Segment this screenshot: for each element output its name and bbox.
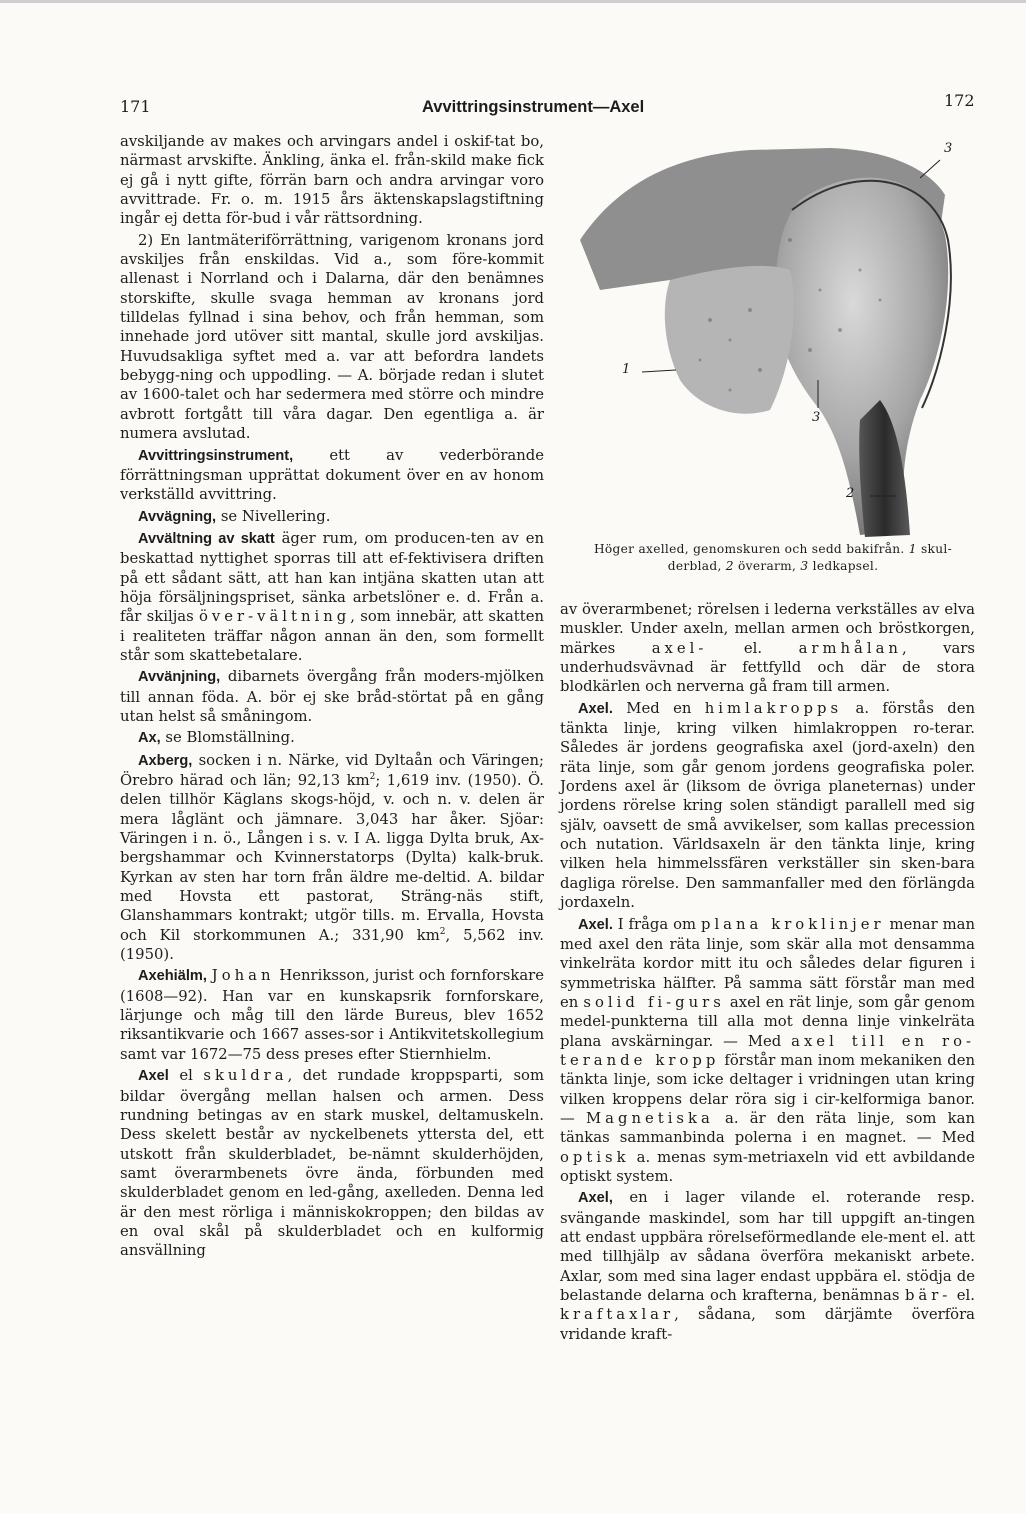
entry-headword: Avvältning av skatt (138, 530, 275, 547)
entry-text: socken i n. Närke, vid Dyltaån och Väringen; Örebro härad och län; 92,13 km (120, 751, 544, 789)
entry-text: , som innebär, att skatten i realiteten träffar någon annan än den, som formellt står som skattebetalare. (120, 608, 544, 664)
figure-label-2: 2 (846, 486, 855, 501)
figure-label-3-inner: 3 (812, 410, 821, 425)
entry-text: en i lager vilande el. roterande resp. svängande maskindel, som har till uppgift an-tingen att endast uppbära rörelseförmedlande ele-ment el. att med tillhjälp av sådana överföra mekaniskt arbete. Axlar, som med sina lager endast uppbära el. stödja de belastande delarna och krafterna, benämnas (560, 1189, 975, 1305)
entry-spaced-term: optisk (560, 1148, 630, 1166)
caption-text: överarm, (733, 559, 801, 573)
entry-text: Henriksson, jurist och fornforskare (1608—92). Han var en kunskapsrik fornforskare, lärjunge och måg till den lärde Bureus, blev 1652 riksantikvarie och 1667 asses-sor i Antikvitetskollegium samt var 1672—75 dess preses efter Stiernhielm. (120, 967, 544, 1063)
caption-text: Höger axelled, genomskuren och sedd bakifrån. (593, 542, 909, 556)
paragraph-text: av överarmbenet; rörelsen i lederna verkställes av elva muskler. Under axeln, mellan armen och bröstkorgen, märkes (560, 601, 975, 657)
caption-number: 2 (725, 559, 734, 573)
paragraph-continuation (120, 132, 544, 229)
entry-headword: Avvägning, (138, 508, 217, 525)
entry-text: a. är den räta linje, som kan tänkas sammanbinda polerna i en magnet. — Med (560, 1109, 975, 1147)
entry-axel-astronomy (560, 699, 975, 913)
entry-axel-machine (560, 1188, 975, 1344)
superscript: 2 (439, 926, 446, 937)
entry-headword: Avvittringsinstrument, (138, 447, 294, 464)
entry-text: axel en rät linje, som går genom medel-punkterna till alla mot denna linje vinkelräta plana avskärningar. — Med (560, 993, 975, 1050)
shoulder-joint-figure (560, 140, 975, 540)
entry-headword: Axehiälm, (138, 968, 207, 985)
right-column (560, 600, 975, 1344)
entry-text: el (168, 1067, 204, 1085)
entry-avvanjning (120, 667, 544, 726)
page-number-right: 172 (944, 91, 975, 110)
entry-text: , sådana, som därjämte överföra vridande kraft- (560, 1306, 975, 1343)
entry-text: a. menas sym-metriaxeln vid ett avbildande optiskt system. (560, 1148, 975, 1185)
shoulder-section-illustration (560, 140, 975, 540)
paragraph-text: , vars underhudsvävnad är fettfylld och där de stora blodkärlen och nerverna gå fram till armen. (560, 639, 975, 696)
entry-headword: Axel. (578, 916, 613, 933)
entry-headword: Axel. (578, 700, 613, 717)
entry-headword: Axel, (578, 1190, 613, 1207)
running-head: Avvittringsinstrument—Axel (422, 98, 645, 116)
entry-text: dibarnets övergång från moders-mjölken till annan föda. A. bör ej ske bråd-störtat på en gång utan helst så småningom. (120, 668, 544, 725)
left-column (120, 132, 544, 1261)
top-edge-rule (0, 0, 1026, 3)
entry-text: ett av vederbörande förrättningsman upprättat dokument över en av honom verkställd avvittring. (120, 446, 544, 504)
entry-text: a. förstås den tänkta linje, kring vilken himlakroppen ro-terar. Således är jordens geografiska axel (jord-axeln) den räta linje, som går genom jordens geografiska poler. Jordens axel är (liksom de övriga planeternas) under jordens rörelse kring solen ständigt parallell med sig själv, oavsett de små avvikelser, som kallas precession och nutation. Världsaxeln är den tänkta linje, kring vilken hela himmelssfären verkställer sin sken-bara dagliga rörelse. Den sammanfaller med den förlängda jordaxeln. (560, 699, 976, 912)
entry-text: ; 1,619 inv. (1950). Ö. delen tillhör Käglans skogs-höjd, v. och n. v. delen är mera låglänt och jämnare. 3,043 har åker. Sjöar: Väringen i n. ö., Lången i s. v. I A. ligga Dylta bruk, Ax-bergshammar och Kvinnerstatorps (Dylta) kalk-bruk. Kyrkan av sten har torn från äldre me-deltid. A. bildar med Hovsta ett pastorat, Sträng-näs stift, Glanshammars kontrakt; utgör tills. m. Ervalla, Hovsta och Kil storkommunen A.; 331,90 km (120, 772, 544, 944)
caption-text: skul-derblad, (667, 542, 953, 573)
entry-spaced-term: plana kroklinjer (700, 915, 885, 933)
entry-spaced-term: Johan (211, 967, 275, 985)
paragraph-text: el. (707, 639, 799, 657)
entry-spaced-term: axel- (651, 639, 708, 657)
entry-headword: Axel (138, 1068, 169, 1085)
entry-headword: Avvänjning, (138, 669, 221, 686)
entry-text: se Blomställning. (160, 729, 295, 747)
entry-spaced-term: himlakropps (704, 699, 843, 717)
entry-spaced-term: armhålan (798, 639, 902, 657)
paragraph-text: 2) En lantmäteriförrättning, varigenom kronans jord avskiljes från enskildas. Vid a., som före-kommit allenast i Norrland och i Dalarna, där den benämnes storskifte, skulle svaga hemman av kronans jord tilldelas fyllnad i sina behov, och från hemman, som innehade jord utöver sitt mantal, skulle jord avskiljas. Huvudsakliga syftet med a. var att befordra landets bebygg-ning och uppodling. — A. började redan i slutet av 1600-talet och har sedermera med större och mindre avbrott fortgått till våra dagar. Den egentliga a. är numera avslutad. (120, 231, 544, 443)
paragraph-text: avskiljande av makes och arvingars andel i oskif-tat bo, närmast arvskifte. Änkling, änka el. från-skild make fick ej gå i nytt gifte, förrän barn och andra arvingar voro avvittrade. Fr. o. m. 1915 års äktenskapslagstiftning ingår ej detta för-bud i vår rättsordning. (120, 133, 544, 228)
entry-avvaltning (120, 529, 544, 665)
entry-spaced-term: axel till en ro-terande kropp (560, 1032, 975, 1069)
entry-axberg (120, 751, 544, 965)
entry-spaced-term: bär- (904, 1287, 952, 1305)
figure-label-3-capsule: 3 (944, 141, 953, 156)
figure-label-1: 1 (622, 362, 631, 377)
entry-headword: Ax, (138, 730, 161, 747)
entry-axehialm (120, 966, 544, 1064)
caption-text: ledkapsel. (808, 559, 879, 573)
entry-text: menar man med axel den räta linje, som skär alla mot densamma vinkelräta kordor mitt itu och således delar figuren i symmetriska hälfter. På samma sätt förstår man med en (560, 915, 975, 1011)
superscript: 2 (369, 772, 376, 783)
entry-text: , det rundade kroppsparti, som bildar övergång mellan halsen och armen. Dess rundning betingas av en stark muskel, deltamuskeln. Dess skelett består av nyckelbenets yttersta del, ett utskott från skulderbladet, be-nämnt skulderhöjden, samt överarmbenets övre ända, förbunden med skulderbladet genom en led-gång, axelleden. Denna led är den mest rörliga i människokroppen; den bildas av en oval skål på skulderbladet och en kulformig ansvällning (120, 1067, 544, 1260)
entry-spaced-term: över-vältning (199, 608, 351, 626)
entry-text: , 5,562 inv. (1950). (120, 926, 544, 964)
entry-avvittringsinstrument (120, 446, 544, 505)
entry-spaced-term: solid fi-gurs (583, 993, 725, 1011)
entry-spaced-term: skuldra (203, 1067, 288, 1085)
entry-ax (120, 728, 544, 748)
paragraph-2 (120, 231, 544, 444)
caption-number: 1 (908, 542, 917, 556)
entry-axel-skuldra (120, 1066, 544, 1260)
figure-caption (568, 541, 978, 575)
entry-text: se Nivellering. (216, 507, 331, 525)
entry-text: el. (951, 1287, 975, 1305)
caption-number: 3 (800, 559, 809, 573)
entry-text: I fråga om (612, 915, 701, 933)
entry-spaced-term: kraftaxlar (560, 1306, 675, 1324)
entry-text: Med en (612, 699, 705, 717)
entry-headword: Axberg, (138, 752, 193, 769)
entry-spaced-term: Magnetiska (586, 1109, 714, 1127)
entry-avvagning (120, 507, 544, 527)
entry-text: äger rum, om producen-ten av en beskattad nyttighet sporras till att ef-fektivisera driften på ett sådant sätt, att han kan intjäna skatten utan att höja försäljningspriset, sänka arbetslöner e. d. Från a. får skiljas (120, 529, 544, 626)
page-number-left: 171 (120, 97, 151, 116)
entry-axel-geometry (560, 915, 975, 1187)
entry-text: förstår man inom mekaniken den tänkta linje, som icke deltager i vridningen utan kring vilken kroppens delar röra sig i cir-kelformiga banor. — (560, 1051, 975, 1127)
paragraph-continuation (560, 600, 975, 697)
